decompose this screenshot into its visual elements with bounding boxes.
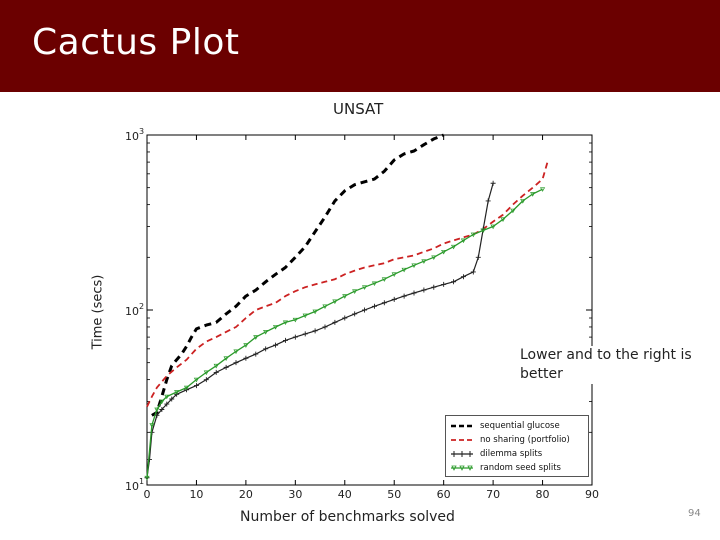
point-dilemma-splits [293, 335, 298, 340]
legend-swatch-sequential [450, 421, 474, 431]
series-line-sequential-glucose [152, 135, 444, 415]
point-dilemma-splits [243, 356, 248, 361]
series-line-no-sharing-portfolio [147, 162, 548, 407]
point-dilemma-splits [491, 181, 496, 186]
point-dilemma-splits [303, 331, 308, 336]
point-dilemma-splits [234, 360, 239, 365]
point-dilemma-splits [471, 269, 476, 274]
legend-item-dilemma [450, 447, 584, 461]
point-dilemma-splits [421, 288, 426, 293]
point-dilemma-splits [362, 308, 367, 313]
x-tick-label: 90 [585, 488, 599, 501]
slide-title: Cactus Plot [32, 22, 240, 63]
x-axis-label: Number of benchmarks solved [240, 509, 455, 525]
legend-item-random [450, 461, 584, 475]
point-dilemma-splits [263, 346, 268, 351]
x-tick-label: 0 [143, 488, 151, 501]
x-tick-label: 30 [288, 488, 303, 501]
legend-swatch-random [450, 463, 474, 473]
x-tick-label: 80 [535, 488, 550, 501]
point-dilemma-splits [382, 300, 387, 305]
point-dilemma-splits [224, 365, 229, 370]
point-dilemma-splits [486, 198, 491, 203]
point-dilemma-splits [402, 294, 407, 299]
point-dilemma-splits [441, 282, 446, 287]
point-dilemma-splits [323, 324, 328, 329]
point-dilemma-splits [332, 320, 337, 325]
point-dilemma-splits [431, 285, 436, 290]
legend-item-portfolio [450, 433, 584, 447]
x-tick-label: 70 [486, 488, 501, 501]
x-tick-label: 50 [387, 488, 402, 501]
annotation-lower-right-better: Lower and to the right is better [520, 346, 695, 384]
legend-label-sequential: sequential glucose [480, 421, 560, 431]
point-dilemma-splits [283, 338, 288, 343]
chart-legend [445, 415, 589, 477]
x-tick-label: 60 [436, 488, 451, 501]
legend-swatch-portfolio [450, 435, 474, 445]
point-dilemma-splits [461, 274, 466, 279]
legend-swatch-dilemma [450, 449, 474, 459]
point-dilemma-splits [313, 328, 318, 333]
x-tick-label: 20 [238, 488, 253, 501]
legend-label-random: random seed splits [480, 463, 561, 473]
point-dilemma-splits [253, 352, 258, 357]
point-dilemma-splits [476, 255, 481, 260]
x-tick-label: 40 [337, 488, 352, 501]
point-dilemma-splits [392, 297, 397, 302]
point-dilemma-splits [372, 304, 377, 309]
legend-item-sequential [450, 419, 584, 433]
y-tick-label: $10^1$ [125, 477, 145, 493]
plot-title: UNSAT [333, 100, 384, 118]
page-number: 94 [688, 508, 701, 519]
point-dilemma-splits [273, 343, 278, 348]
point-dilemma-splits [342, 316, 347, 321]
y-tick-label: $10^3$ [125, 127, 145, 143]
series-line-dilemma-splits [147, 183, 493, 478]
x-tick-label: 10 [189, 488, 204, 501]
point-dilemma-splits [451, 279, 456, 284]
y-axis-label: Time (secs) [90, 274, 106, 350]
point-dilemma-splits [352, 311, 357, 316]
legend-label-portfolio: no sharing (portfolio) [480, 435, 570, 445]
legend-label-dilemma: dilemma splits [480, 449, 543, 459]
cactus-chart [0, 92, 720, 540]
point-dilemma-splits [412, 291, 417, 296]
y-tick-label: $10^2$ [125, 302, 145, 318]
